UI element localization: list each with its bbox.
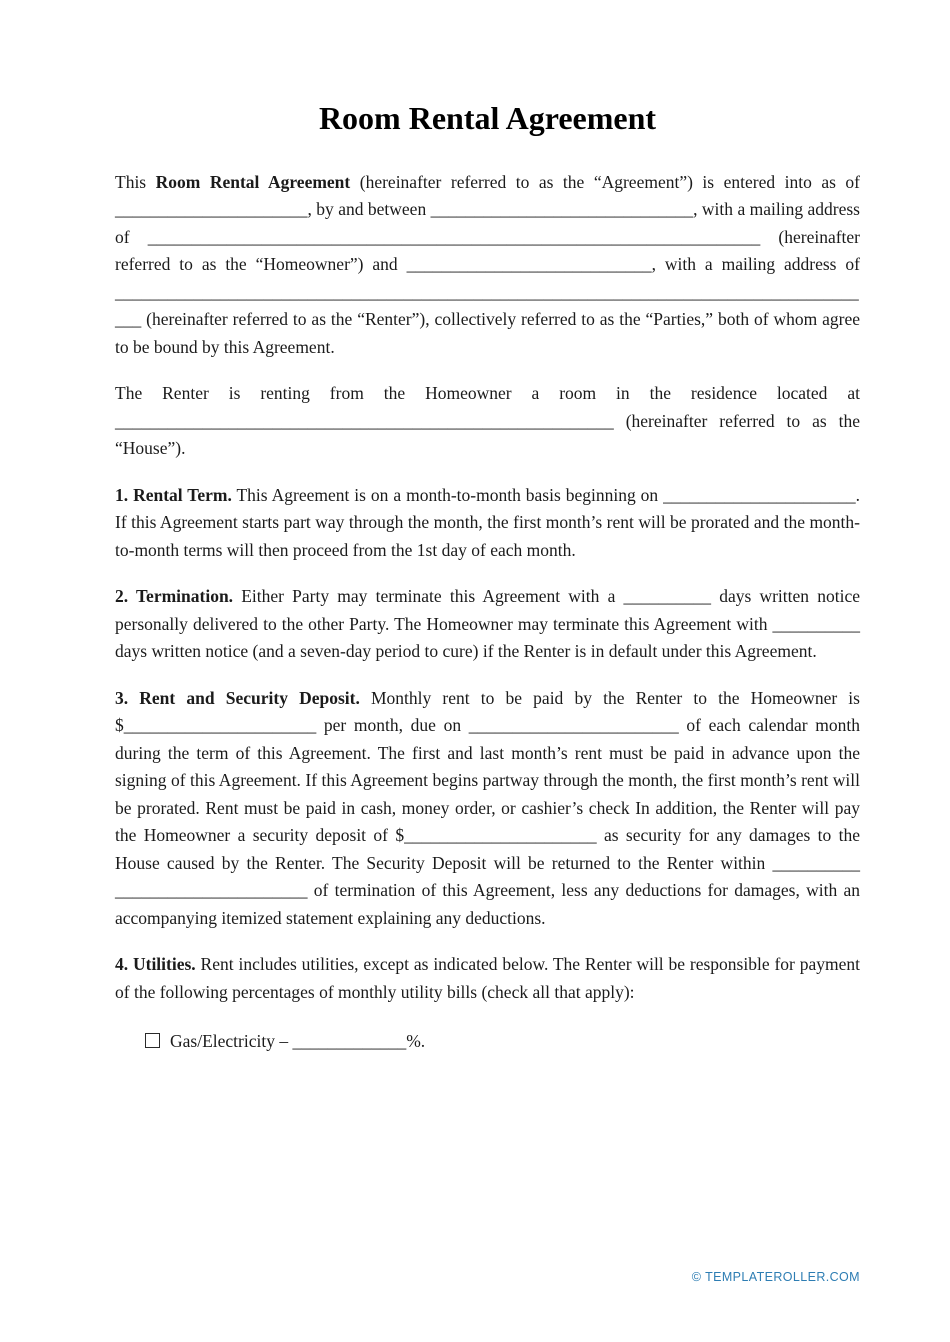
residence-paragraph: The Renter is renting from the Homeowner a room in the residence located at _________________________________________________________ (hereinafter referred to as the “House”). <box>115 383 860 459</box>
section-rent-security-deposit-body: Monthly rent to be paid by the Renter to the Homeowner is $______________________ per month, due on ________________________ of each calendar month during the term of this Agreement. The first and last month’s rent must be paid in advance upon the signing of this Agreement. If this Agreement begins partway through the month, the first month’s rent will be prorated. Rent must be paid in cash, money order, or cashier’s check In addition, the Renter will pay the Homeowner a security deposit of $______________________ as security for any damages to the House caused by the Renter. The Security Deposit will be returned to the Renter within __________ ______________________ of termination of this Agreement, less any deductions for damages, with an accompanying itemized statement explaining any deductions. <box>115 687 860 928</box>
templateroller-link[interactable]: TEMPLATEROLLER.COM <box>705 1270 860 1284</box>
section-utilities-heading: 4. Utilities. <box>115 954 196 975</box>
intro-paragraph <box>115 169 860 362</box>
intro-rest-text: (hereinafter referred to as the “Agreement”) is entered into as of ______________________, by and between ______________________________, with a mailing address of ______________________________________________________________________ (hereinafter referred to as the “Homeowner”) and ____________________________, with a mailing address of ________________________________________________________________________________________ (hereinafter referred to as the “Renter”), collectively referred to as the “Parties,” both of whom agree to be bound by this Agreement. <box>115 171 860 357</box>
section-termination-heading: 2. Termination. <box>115 586 234 607</box>
section-termination <box>115 583 860 666</box>
checkbox-icon <box>145 1033 160 1048</box>
section-rental-term-body: This Agreement is on a month-to-month basis beginning on ______________________. If this Agreement starts part way through the month, the first month’s rent will be prorated and the month-to-month terms will then proceed from the 1st day of each month. <box>115 484 860 560</box>
footer <box>692 1270 860 1284</box>
intro-pre-text: This <box>115 171 156 192</box>
section-rental-term-heading: 1. Rental Term. <box>115 484 232 505</box>
section-rental-term <box>115 482 860 565</box>
utilities-option-gas-electricity <box>145 1028 860 1056</box>
section-rent-security-deposit <box>115 685 860 933</box>
section-utilities-body: Rent includes utilities, except as indicated below. The Renter will be responsible for payment of the following percentages of monthly utility bills (check all that apply): <box>115 954 860 1002</box>
copyright-symbol: © <box>691 1270 702 1284</box>
section-rent-security-deposit-heading: 3. Rent and Security Deposit. <box>115 687 360 708</box>
section-termination-body: Either Party may terminate this Agreement with a __________ days written notice personally delivered to the other Party. The Homeowner may terminate this Agreement with __________ days written notice (and a seven-day period to cure) if the Renter is in default under this Agreement. <box>115 586 860 662</box>
utilities-option-label: Gas/Electricity – _____________%. <box>170 1031 426 1052</box>
page-title: Room Rental Agreement <box>318 100 657 136</box>
intro-bold-term: Room Rental Agreement <box>155 171 351 192</box>
section-utilities <box>115 951 860 1006</box>
